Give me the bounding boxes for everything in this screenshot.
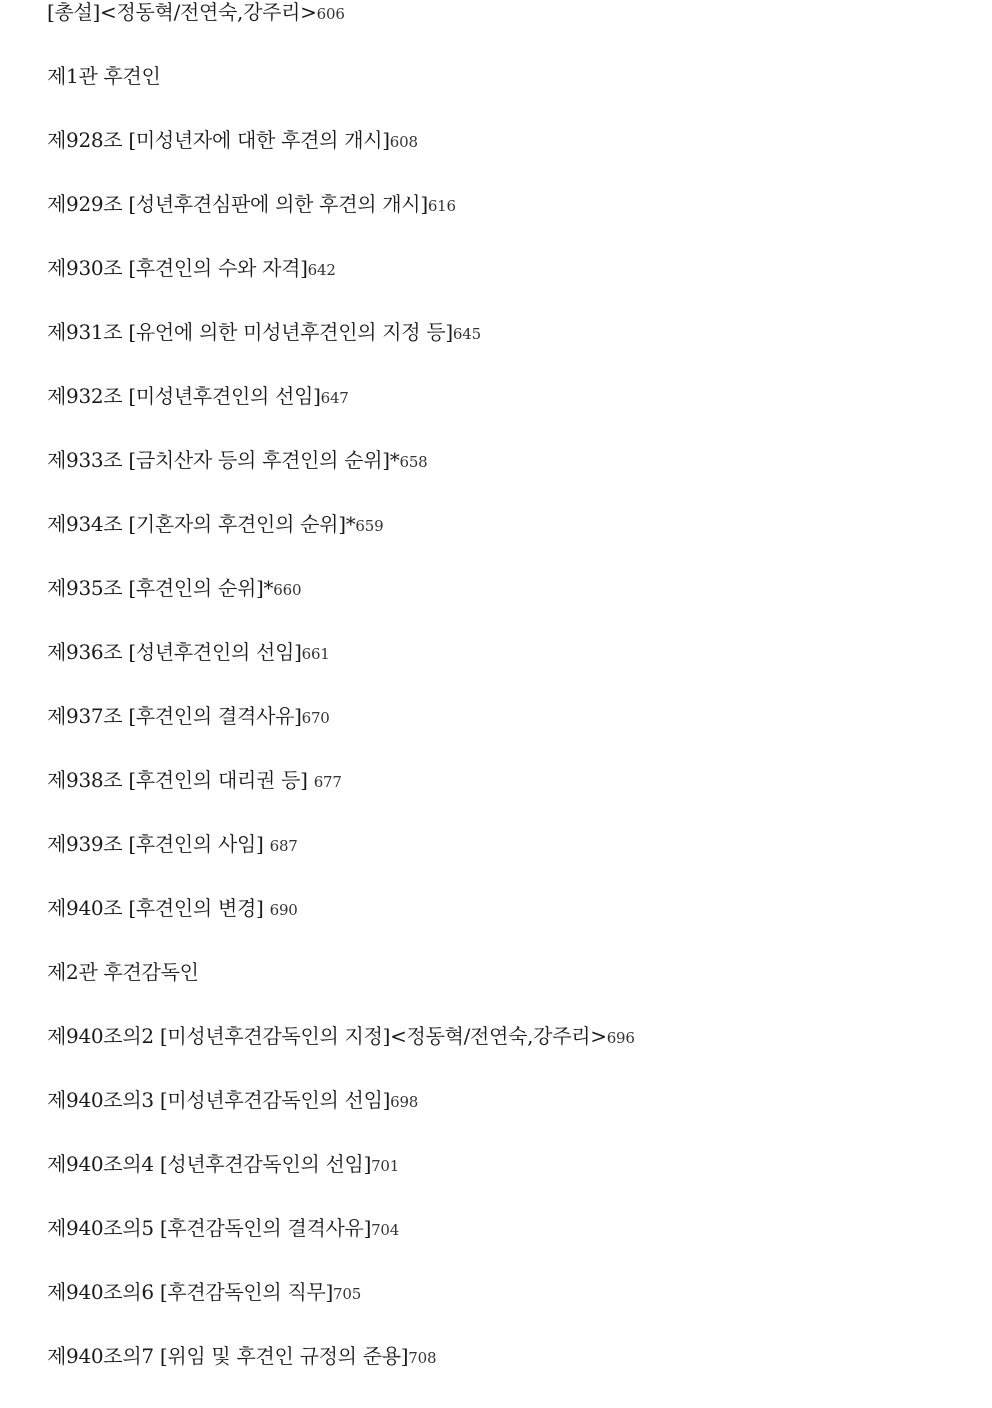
- toc-entry-title: [총설]<정동혁/전연숙,강주리>: [47, 0, 317, 24]
- toc-section-title: 제1관 후견인: [47, 64, 161, 88]
- toc-entry-title: 제929조 [성년후견심판에 의한 후견의 개시]: [47, 192, 428, 216]
- toc-entry-title: 제935조 [후견인의 순위]*: [47, 576, 274, 600]
- toc-entry-title: 제930조 [후견인의 수와 자격]: [47, 256, 308, 280]
- toc-section-heading: [47, 64, 947, 128]
- toc-entry: [47, 448, 947, 512]
- toc-entry-title: 제932조 [미성년후견인의 선임]: [47, 384, 321, 408]
- toc-entry-title: 제940조의4 [성년후견감독인의 선임]: [47, 1152, 372, 1176]
- toc-page-number: 608: [389, 133, 418, 151]
- toc-entry-title: 제928조 [미성년자에 대한 후견의 개시]: [47, 128, 390, 152]
- toc-entry: [47, 128, 947, 192]
- toc-entry-title: 제936조 [성년후견인의 선임]: [47, 640, 302, 664]
- toc-page-number: 659: [355, 517, 384, 535]
- toc-entry: [47, 1152, 947, 1216]
- toc-entry-title: 제940조 [후견인의 변경]: [47, 896, 270, 920]
- toc-entry: [47, 256, 947, 320]
- toc-page-number: 606: [316, 5, 345, 23]
- toc-page-number: 690: [269, 901, 298, 919]
- toc-entry: [47, 1088, 947, 1152]
- toc-entry-title: 제931조 [유언에 의한 미성년후견인의 지정 등]: [47, 320, 453, 344]
- toc-entry: [47, 768, 947, 832]
- toc-entry: [47, 1024, 947, 1088]
- toc-entry: [47, 640, 947, 704]
- toc-page-number: 701: [371, 1157, 400, 1175]
- toc-page-number: 645: [452, 325, 481, 343]
- toc-page-number: 642: [307, 261, 336, 279]
- toc-entry-title: 제940조의2 [미성년후견감독인의 지정]<정동혁/전연숙,강주리>: [47, 1024, 607, 1048]
- toc-page-number: 658: [399, 453, 428, 471]
- toc-entry: [47, 192, 947, 256]
- toc-page-number: 647: [320, 389, 349, 407]
- toc-page-number: 696: [606, 1029, 635, 1047]
- toc-entry: [47, 576, 947, 640]
- toc-entry-title: 제940조의5 [후견감독인의 결격사유]: [47, 1216, 372, 1240]
- toc-page-number: 708: [408, 1349, 437, 1367]
- toc-entry-title: 제938조 [후견인의 대리권 등]: [47, 768, 314, 792]
- toc-entry-title: 제934조 [기혼자의 후견인의 순위]*: [47, 512, 356, 536]
- toc-entry-general: [47, 0, 947, 64]
- toc-page-number: 704: [371, 1221, 400, 1239]
- toc-entry-title: 제937조 [후견인의 결격사유]: [47, 704, 302, 728]
- toc-entry-title: 제939조 [후견인의 사임]: [47, 832, 270, 856]
- toc-section-heading: [47, 960, 947, 1024]
- toc-entry: [47, 512, 947, 576]
- toc-page-number: 687: [269, 837, 298, 855]
- toc-entry-title: 제940조의6 [후견감독인의 직무]: [47, 1280, 334, 1304]
- toc-section-title: 제2관 후견감독인: [47, 960, 199, 984]
- toc-entry-title: 제940조의7 [위임 및 후견인 규정의 준용]: [47, 1344, 409, 1368]
- toc-page-number: 670: [301, 709, 330, 727]
- toc-page-number: 660: [273, 581, 302, 599]
- toc-page-number: 616: [427, 197, 456, 215]
- toc-page-number: 677: [313, 773, 342, 791]
- toc-entry-title: 제933조 [금치산자 등의 후견인의 순위]*: [47, 448, 400, 472]
- toc-entry: [47, 896, 947, 960]
- toc-page-number: 661: [301, 645, 330, 663]
- toc-entry: [47, 832, 947, 896]
- toc-entry: [47, 384, 947, 448]
- toc-page-number: 705: [333, 1285, 362, 1303]
- toc-entry: [47, 1344, 947, 1408]
- toc-entry-title: 제940조의3 [미성년후견감독인의 선임]: [47, 1088, 391, 1112]
- toc-entry: [47, 704, 947, 768]
- toc-entry: [47, 320, 947, 384]
- toc-page-number: 698: [390, 1093, 419, 1111]
- toc-entry: [47, 1216, 947, 1280]
- table-of-contents: [47, 0, 947, 1408]
- toc-entry: [47, 1280, 947, 1344]
